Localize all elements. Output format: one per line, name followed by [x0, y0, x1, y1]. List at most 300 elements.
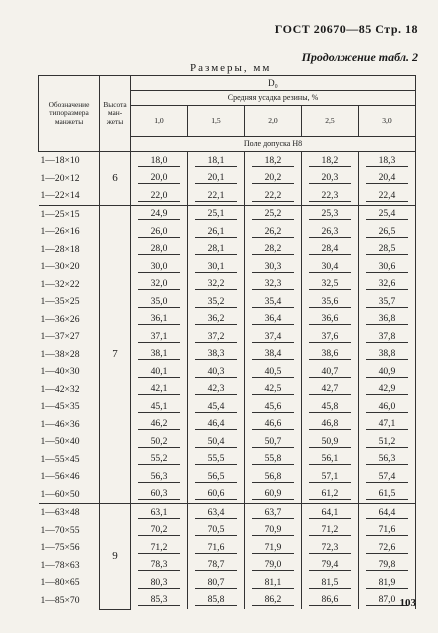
table-row	[39, 539, 416, 557]
value-cell	[358, 539, 415, 557]
value-cell	[187, 170, 244, 188]
value-text: 32,6	[366, 278, 407, 290]
designation-cell: 1—63×48	[39, 504, 100, 522]
table-row	[39, 293, 416, 311]
value-cell	[131, 293, 188, 311]
value-cell	[131, 346, 188, 364]
value-cell	[244, 293, 301, 311]
value-cell	[358, 328, 415, 346]
value-cell	[244, 276, 301, 294]
value-cell	[301, 451, 358, 469]
designation-cell: 1—18×10	[39, 152, 100, 170]
value-text: 32,3	[252, 278, 293, 290]
value-cell	[358, 223, 415, 241]
value-cell	[131, 451, 188, 469]
value-cell	[244, 486, 301, 504]
value-cell	[244, 363, 301, 381]
value-cell	[187, 468, 244, 486]
designation-cell: 1—85×70	[39, 592, 100, 610]
value-text: 50,2	[138, 436, 179, 448]
value-text: 78,7	[195, 559, 236, 571]
value-cell	[244, 416, 301, 434]
value-text: 63,1	[138, 507, 179, 519]
table-row	[39, 346, 416, 364]
value-cell	[131, 205, 188, 223]
designation-cell: 1—38×28	[39, 346, 100, 364]
value-text: 57,1	[309, 471, 350, 483]
value-text: 37,2	[195, 331, 236, 343]
value-cell	[301, 522, 358, 540]
designation-cell: 1—50×40	[39, 433, 100, 451]
value-text: 25,3	[309, 208, 350, 220]
value-text: 72,3	[309, 542, 350, 554]
value-text: 25,4	[366, 208, 407, 220]
value-text: 79,4	[309, 559, 350, 571]
table-row	[39, 241, 416, 259]
value-cell	[301, 223, 358, 241]
value-text: 46,2	[138, 418, 179, 430]
value-text: 25,1	[195, 208, 236, 220]
value-cell	[358, 346, 415, 364]
value-text: 85,3	[138, 594, 179, 606]
table-row	[39, 468, 416, 486]
table-row	[39, 276, 416, 294]
value-text: 24,9	[138, 208, 179, 220]
shrinkage-value-1: 1,0	[131, 106, 188, 137]
value-cell	[187, 276, 244, 294]
value-text: 70,5	[195, 524, 236, 536]
designation-cell: 1—25×15	[39, 205, 100, 223]
value-cell	[187, 557, 244, 575]
value-text: 36,6	[309, 313, 350, 325]
value-text: 32,5	[309, 278, 350, 290]
designation-cell: 1—56×46	[39, 468, 100, 486]
table-row	[39, 592, 416, 610]
value-cell	[187, 398, 244, 416]
value-text: 22,0	[138, 190, 179, 202]
value-cell	[301, 416, 358, 434]
table-continuation-caption: Продолжение табл. 2	[301, 50, 418, 64]
value-cell	[187, 451, 244, 469]
table-row	[39, 187, 416, 205]
value-cell	[131, 258, 188, 276]
value-text: 61,5	[366, 488, 407, 500]
value-cell	[131, 381, 188, 399]
value-text: 56,5	[195, 471, 236, 483]
value-cell	[358, 381, 415, 399]
value-text: 32,2	[195, 278, 236, 290]
value-text: 20,3	[309, 172, 350, 184]
page-number: 103	[399, 597, 416, 609]
value-text: 46,0	[366, 401, 407, 413]
value-cell	[301, 504, 358, 522]
table-row	[39, 522, 416, 540]
value-text: 85,8	[195, 594, 236, 606]
value-cell	[131, 468, 188, 486]
value-cell	[301, 346, 358, 364]
value-text: 20,2	[252, 172, 293, 184]
value-cell	[131, 574, 188, 592]
value-text: 28,1	[195, 243, 236, 255]
designation-cell: 1—28×18	[39, 241, 100, 259]
value-text: 79,8	[366, 559, 407, 571]
value-cell	[187, 258, 244, 276]
value-cell	[131, 223, 188, 241]
value-cell	[244, 398, 301, 416]
value-text: 40,5	[252, 366, 293, 378]
value-cell	[301, 293, 358, 311]
value-cell	[358, 258, 415, 276]
value-cell	[358, 311, 415, 329]
designation-cell: 1—75×56	[39, 539, 100, 557]
value-text: 70,2	[138, 524, 179, 536]
value-text: 45,1	[138, 401, 179, 413]
value-text: 45,8	[309, 401, 350, 413]
value-text: 63,7	[252, 507, 293, 519]
value-text: 63,4	[195, 507, 236, 519]
value-cell	[244, 187, 301, 205]
height-cell: 9	[100, 504, 131, 610]
value-text: 42,9	[366, 383, 407, 395]
value-text: 28,4	[309, 243, 350, 255]
table-row	[39, 363, 416, 381]
col-d-header: D₀	[131, 76, 416, 91]
value-text: 20,1	[195, 172, 236, 184]
value-cell	[131, 504, 188, 522]
value-text: 71,2	[309, 524, 350, 536]
value-cell	[131, 363, 188, 381]
value-text: 35,7	[366, 296, 407, 308]
value-cell	[244, 205, 301, 223]
value-cell	[244, 381, 301, 399]
value-text: 79,0	[252, 559, 293, 571]
value-text: 40,9	[366, 366, 407, 378]
value-text: 22,3	[309, 190, 350, 202]
value-text: 37,1	[138, 331, 179, 343]
value-cell	[187, 504, 244, 522]
value-text: 46,6	[252, 418, 293, 430]
value-cell	[187, 205, 244, 223]
value-cell	[301, 557, 358, 575]
table-row	[39, 504, 416, 522]
value-text: 80,3	[138, 577, 179, 589]
value-text: 38,1	[138, 348, 179, 360]
designation-cell: 1—70×55	[39, 522, 100, 540]
value-text: 81,5	[309, 577, 350, 589]
value-cell	[358, 433, 415, 451]
units-caption: Размеры, мм	[190, 62, 272, 74]
value-cell	[187, 522, 244, 540]
designation-cell: 1—35×25	[39, 293, 100, 311]
value-text: 40,3	[195, 366, 236, 378]
value-text: 42,3	[195, 383, 236, 395]
value-text: 37,6	[309, 331, 350, 343]
value-cell	[187, 328, 244, 346]
designation-cell: 1—26×16	[39, 223, 100, 241]
designation-cell: 1—22×14	[39, 187, 100, 205]
value-cell	[244, 328, 301, 346]
designation-cell: 1—45×35	[39, 398, 100, 416]
value-text: 71,2	[138, 542, 179, 554]
value-cell	[301, 398, 358, 416]
value-text: 37,8	[366, 331, 407, 343]
value-text: 78,3	[138, 559, 179, 571]
value-text: 81,9	[366, 577, 407, 589]
shrinkage-value-2: 1,5	[187, 106, 244, 137]
shrinkage-value-3: 2,0	[244, 106, 301, 137]
value-text: 36,4	[252, 313, 293, 325]
value-cell	[187, 241, 244, 259]
value-cell	[187, 346, 244, 364]
value-cell	[358, 557, 415, 575]
col-designation-header: Обозначение типоразмера манжеты	[39, 76, 100, 152]
value-text: 30,4	[309, 261, 350, 273]
value-text: 22,1	[195, 190, 236, 202]
value-cell	[244, 433, 301, 451]
value-cell	[301, 363, 358, 381]
value-cell	[244, 504, 301, 522]
value-cell	[187, 223, 244, 241]
value-text: 28,0	[138, 243, 179, 255]
value-cell	[244, 258, 301, 276]
value-cell	[244, 468, 301, 486]
value-text: 20,4	[366, 172, 407, 184]
value-text: 57,4	[366, 471, 407, 483]
value-cell	[358, 416, 415, 434]
value-text: 60,9	[252, 488, 293, 500]
value-text: 42,5	[252, 383, 293, 395]
value-text: 26,0	[138, 226, 179, 238]
value-text: 25,2	[252, 208, 293, 220]
designation-cell: 1—80×65	[39, 574, 100, 592]
value-text: 70,9	[252, 524, 293, 536]
value-cell	[358, 398, 415, 416]
table-row	[39, 557, 416, 575]
value-cell	[131, 539, 188, 557]
value-text: 55,8	[252, 453, 293, 465]
designation-cell: 1—36×26	[39, 311, 100, 329]
value-cell	[131, 486, 188, 504]
value-cell	[301, 486, 358, 504]
value-text: 26,3	[309, 226, 350, 238]
value-cell	[301, 258, 358, 276]
value-cell	[301, 187, 358, 205]
value-text: 60,3	[138, 488, 179, 500]
table-row	[39, 433, 416, 451]
value-text: 18,2	[309, 155, 350, 167]
tolerance-header: Поле допуска H8	[131, 137, 416, 152]
table-row	[39, 152, 416, 170]
value-cell	[187, 539, 244, 557]
value-cell	[131, 398, 188, 416]
value-cell	[131, 328, 188, 346]
value-cell	[244, 170, 301, 188]
value-cell	[187, 381, 244, 399]
value-cell	[358, 486, 415, 504]
value-cell	[187, 311, 244, 329]
value-cell	[131, 276, 188, 294]
value-cell	[244, 451, 301, 469]
value-text: 36,2	[195, 313, 236, 325]
value-cell	[301, 539, 358, 557]
table-row	[39, 574, 416, 592]
value-text: 60,6	[195, 488, 236, 500]
value-cell	[358, 205, 415, 223]
value-cell	[358, 574, 415, 592]
designation-cell: 1—32×22	[39, 276, 100, 294]
value-text: 38,3	[195, 348, 236, 360]
shrinkage-header: Средняя усадка резины, %	[131, 91, 416, 106]
value-cell	[131, 241, 188, 259]
value-cell	[131, 416, 188, 434]
designation-cell: 1—37×27	[39, 328, 100, 346]
value-text: 36,8	[366, 313, 407, 325]
col-height-header: Высота ман-жеты	[100, 76, 131, 152]
value-text: 37,4	[252, 331, 293, 343]
table-row	[39, 311, 416, 329]
table-row	[39, 205, 416, 223]
value-cell	[301, 205, 358, 223]
value-text: 38,4	[252, 348, 293, 360]
value-text: 80,7	[195, 577, 236, 589]
value-text: 86,6	[309, 594, 350, 606]
value-cell	[358, 293, 415, 311]
value-text: 26,5	[366, 226, 407, 238]
value-cell	[131, 557, 188, 575]
value-cell	[358, 504, 415, 522]
shrinkage-value-4: 2,5	[301, 106, 358, 137]
value-cell	[187, 486, 244, 504]
value-text: 56,3	[138, 471, 179, 483]
value-text: 18,0	[138, 155, 179, 167]
shrinkage-value-5: 3,0	[358, 106, 415, 137]
value-cell	[244, 574, 301, 592]
value-cell	[244, 241, 301, 259]
value-cell	[301, 574, 358, 592]
value-cell	[244, 592, 301, 610]
value-cell	[187, 187, 244, 205]
height-cell: 6	[100, 152, 131, 206]
designation-cell: 1—20×12	[39, 170, 100, 188]
value-cell	[301, 170, 358, 188]
value-cell	[358, 170, 415, 188]
value-cell	[358, 152, 415, 170]
value-text: 18,1	[195, 155, 236, 167]
value-text: 61,2	[309, 488, 350, 500]
value-cell	[187, 416, 244, 434]
value-text: 26,2	[252, 226, 293, 238]
value-cell	[187, 574, 244, 592]
value-text: 35,2	[195, 296, 236, 308]
value-cell	[301, 381, 358, 399]
value-text: 30,6	[366, 261, 407, 273]
value-cell	[301, 433, 358, 451]
designation-cell: 1—55×45	[39, 451, 100, 469]
value-text: 18,2	[252, 155, 293, 167]
value-text: 46,8	[309, 418, 350, 430]
value-cell	[358, 276, 415, 294]
value-text: 71,6	[195, 542, 236, 554]
designation-cell: 1—78×63	[39, 557, 100, 575]
value-cell	[187, 363, 244, 381]
value-text: 50,4	[195, 436, 236, 448]
value-cell	[131, 187, 188, 205]
value-text: 81,1	[252, 577, 293, 589]
table-row	[39, 416, 416, 434]
value-text: 22,2	[252, 190, 293, 202]
value-text: 71,9	[252, 542, 293, 554]
value-cell	[358, 451, 415, 469]
value-cell	[301, 311, 358, 329]
value-cell	[244, 522, 301, 540]
value-cell	[301, 276, 358, 294]
document-header: ГОСТ 20670—85 Стр. 18	[274, 22, 418, 36]
value-cell	[187, 152, 244, 170]
value-text: 72,6	[366, 542, 407, 554]
value-cell	[131, 592, 188, 610]
value-cell	[358, 363, 415, 381]
value-text: 71,6	[366, 524, 407, 536]
value-cell	[301, 152, 358, 170]
value-cell	[244, 223, 301, 241]
value-cell	[244, 346, 301, 364]
value-text: 26,1	[195, 226, 236, 238]
value-cell	[301, 328, 358, 346]
value-cell	[358, 468, 415, 486]
value-text: 30,1	[195, 261, 236, 273]
table-row	[39, 451, 416, 469]
value-cell	[301, 468, 358, 486]
value-text: 36,1	[138, 313, 179, 325]
value-cell	[301, 241, 358, 259]
table-row	[39, 486, 416, 504]
value-cell	[244, 311, 301, 329]
designation-cell: 1—46×36	[39, 416, 100, 434]
value-text: 30,0	[138, 261, 179, 273]
value-text: 40,1	[138, 366, 179, 378]
value-text: 55,5	[195, 453, 236, 465]
value-text: 47,1	[366, 418, 407, 430]
value-cell	[131, 170, 188, 188]
value-text: 56,1	[309, 453, 350, 465]
value-text: 45,6	[252, 401, 293, 413]
value-text: 86,2	[252, 594, 293, 606]
value-cell	[187, 293, 244, 311]
value-cell	[131, 152, 188, 170]
designation-cell: 1—60×50	[39, 486, 100, 504]
value-text: 56,8	[252, 471, 293, 483]
table-row	[39, 223, 416, 241]
value-cell	[301, 592, 358, 610]
designation-cell: 1—42×32	[39, 381, 100, 399]
value-cell	[131, 433, 188, 451]
value-cell	[244, 557, 301, 575]
height-cell: 7	[100, 205, 131, 504]
value-text: 56,3	[366, 453, 407, 465]
value-text: 50,9	[309, 436, 350, 448]
table-row	[39, 328, 416, 346]
table-row	[39, 170, 416, 188]
table-body	[39, 152, 416, 610]
value-cell	[187, 433, 244, 451]
value-text: 64,4	[366, 507, 407, 519]
value-text: 32,0	[138, 278, 179, 290]
value-text: 55,2	[138, 453, 179, 465]
value-text: 45,4	[195, 401, 236, 413]
value-text: 18,3	[366, 155, 407, 167]
value-text: 28,5	[366, 243, 407, 255]
value-text: 42,1	[138, 383, 179, 395]
